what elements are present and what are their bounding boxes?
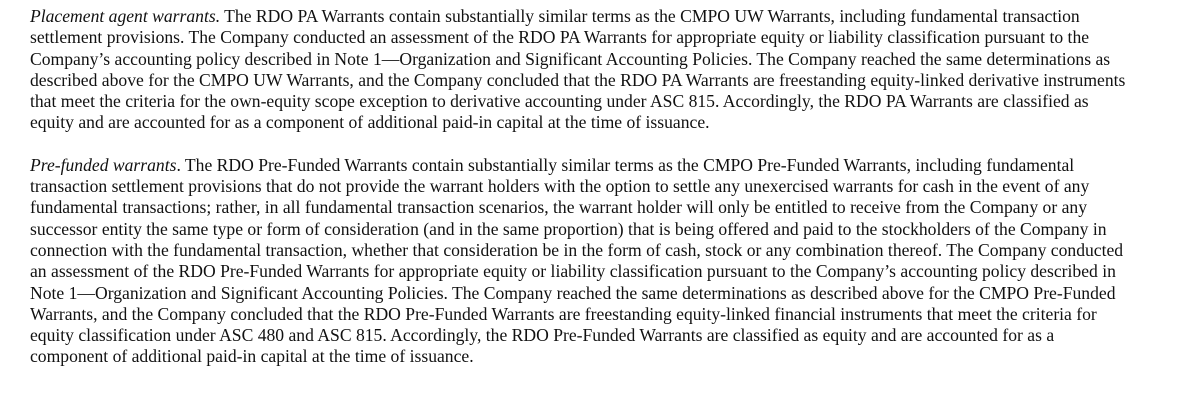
- paragraph-line: successor entity the same type or form of consideration (and in the same proportion) that is being offered and paid to the stockholders of the Company in: [30, 218, 1107, 239]
- paragraph-pre-funded-warrants: [30, 155, 1198, 368]
- paragraph-line: an assessment of the RDO Pre-Funded Warrants for appropriate equity or liability classification pursuant to the Company’s accounting policy described in: [30, 261, 1116, 282]
- paragraph-line: Company’s accounting policy described in Note 1—Organization and Significant Accounting Policies. The Company reached the same determinations as: [30, 48, 1111, 69]
- paragraph-line: settlement provisions. The Company conducted an assessment of the RDO PA Warrants for appropriate equity or liability classification pursuant to the: [30, 27, 1090, 48]
- paragraph-lead-heading: Pre-funded warrants: [30, 154, 177, 175]
- paragraph-line: fundamental transactions; rather, in all fundamental transaction scenarios, the warrant holder will only be entitled to receive from the Company or any: [30, 197, 1088, 218]
- paragraph-line: [30, 155, 1198, 176]
- paragraph-line: [30, 6, 1198, 27]
- paragraph-line: component of additional paid-in capital at the time of issuance.: [30, 346, 474, 367]
- document-body: [30, 6, 1198, 368]
- paragraph-line-text: The RDO PA Warrants contain substantially similar terms as the CMPO UW Warrants, including fundamental transaction: [220, 6, 1080, 26]
- paragraph-placement-agent-warrants: [30, 6, 1198, 134]
- paragraph-line: described above for the CMPO UW Warrants, and the Company concluded that the RDO PA Warrants are freestanding equity-linked derivative instruments: [30, 69, 1126, 90]
- paragraph-line: Warrants, and the Company concluded that the RDO Pre-Funded Warrants are freestanding equity-linked financial instruments that meet the criteria for: [30, 303, 1097, 324]
- paragraph-line: Note 1—Organization and Significant Accounting Policies. The Company reached the same determinations as described above for the CMPO Pre-Funded: [30, 282, 1116, 303]
- paragraph-line: transaction settlement provisions that do not provide the warrant holders with the option to settle any unexercised warrants for cash in the event of any: [30, 176, 1090, 197]
- paragraph-line: equity and are accounted for as a component of additional paid-in capital at the time of issuance.: [30, 112, 710, 133]
- paragraph-lead-heading: Placement agent warrants.: [30, 6, 221, 26]
- paragraph-line-text: . The RDO Pre-Funded Warrants contain substantially similar terms as the CMPO Pre-Funded Warrants, including fundamental: [176, 154, 1075, 175]
- paragraph-line: that meet the criteria for the own-equity scope exception to derivative accounting under ASC 815. Accordingly, the RDO PA Warrants are classified as: [30, 91, 1089, 112]
- paragraph-line: equity classification under ASC 480 and ASC 815. Accordingly, the RDO Pre-Funded Warrants are classified as equity and are accounted for as a: [30, 325, 1055, 346]
- paragraph-line: connection with the fundamental transaction, whether that consideration be in the form of cash, stock or any combination thereof. The Company conducted: [30, 239, 1124, 260]
